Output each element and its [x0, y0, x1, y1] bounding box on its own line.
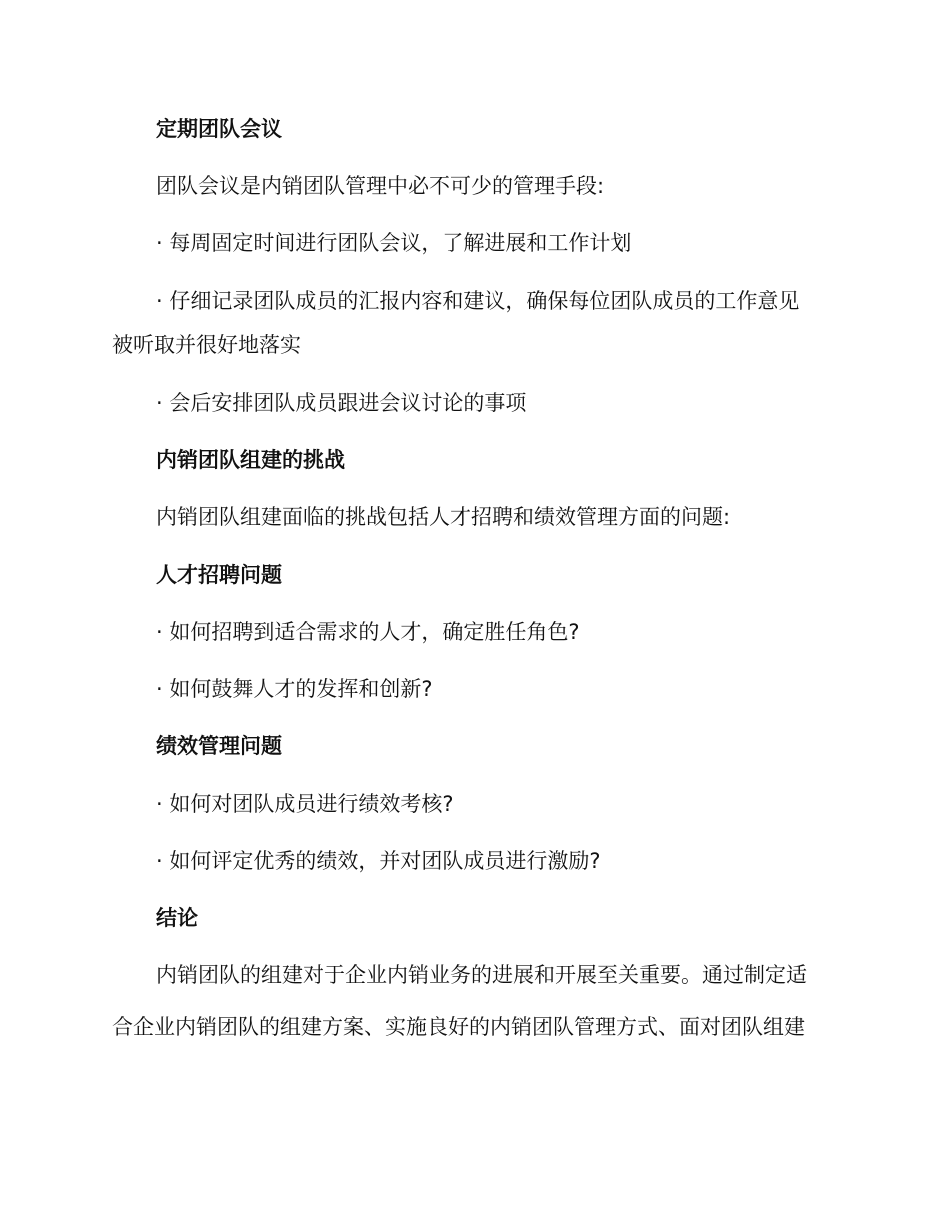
bullet-item: · 会后安排团队成员跟进会议讨论的事项: [156, 391, 527, 415]
bullet-item: · 如何招聘到适合需求的人才，确定胜任角色?: [156, 620, 580, 644]
paragraph-conclusion-line-2: 合企业内销团队的组建方案、实施良好的内销团队管理方式、面对团队组建: [112, 1015, 805, 1039]
bullet-item: · 如何鼓舞人才的发挥和创新?: [156, 677, 433, 701]
bullet-item: · 如何评定优秀的绩效，并对团队成员进行激励?: [156, 849, 601, 873]
paragraph-regular-meeting-intro: 团队会议是内销团队管理中必不可少的管理手段:: [156, 174, 605, 198]
bullet-item: · 每周固定时间进行团队会议，了解进展和工作计划: [156, 231, 632, 255]
paragraph-conclusion-line-1: 内销团队的组建对于企业内销业务的进展和开展至关重要。通过制定适: [156, 963, 807, 987]
bullet-item: · 如何对团队成员进行绩效考核?: [156, 792, 454, 816]
paragraph-challenges-intro: 内销团队组建面临的挑战包括人才招聘和绩效管理方面的问题:: [156, 505, 731, 529]
subheading-performance-management: 绩效管理问题: [156, 734, 282, 758]
section-heading-challenges: 内销团队组建的挑战: [156, 448, 345, 472]
section-heading-conclusion: 结论: [156, 906, 198, 930]
bullet-item-continuation: 被听取并很好地落实: [112, 333, 301, 357]
subheading-talent-recruitment: 人才招聘问题: [156, 563, 282, 587]
bullet-item: · 仔细记录团队成员的汇报内容和建议，确保每位团队成员的工作意见: [156, 289, 800, 313]
section-heading-regular-meeting: 定期团队会议: [156, 117, 282, 141]
